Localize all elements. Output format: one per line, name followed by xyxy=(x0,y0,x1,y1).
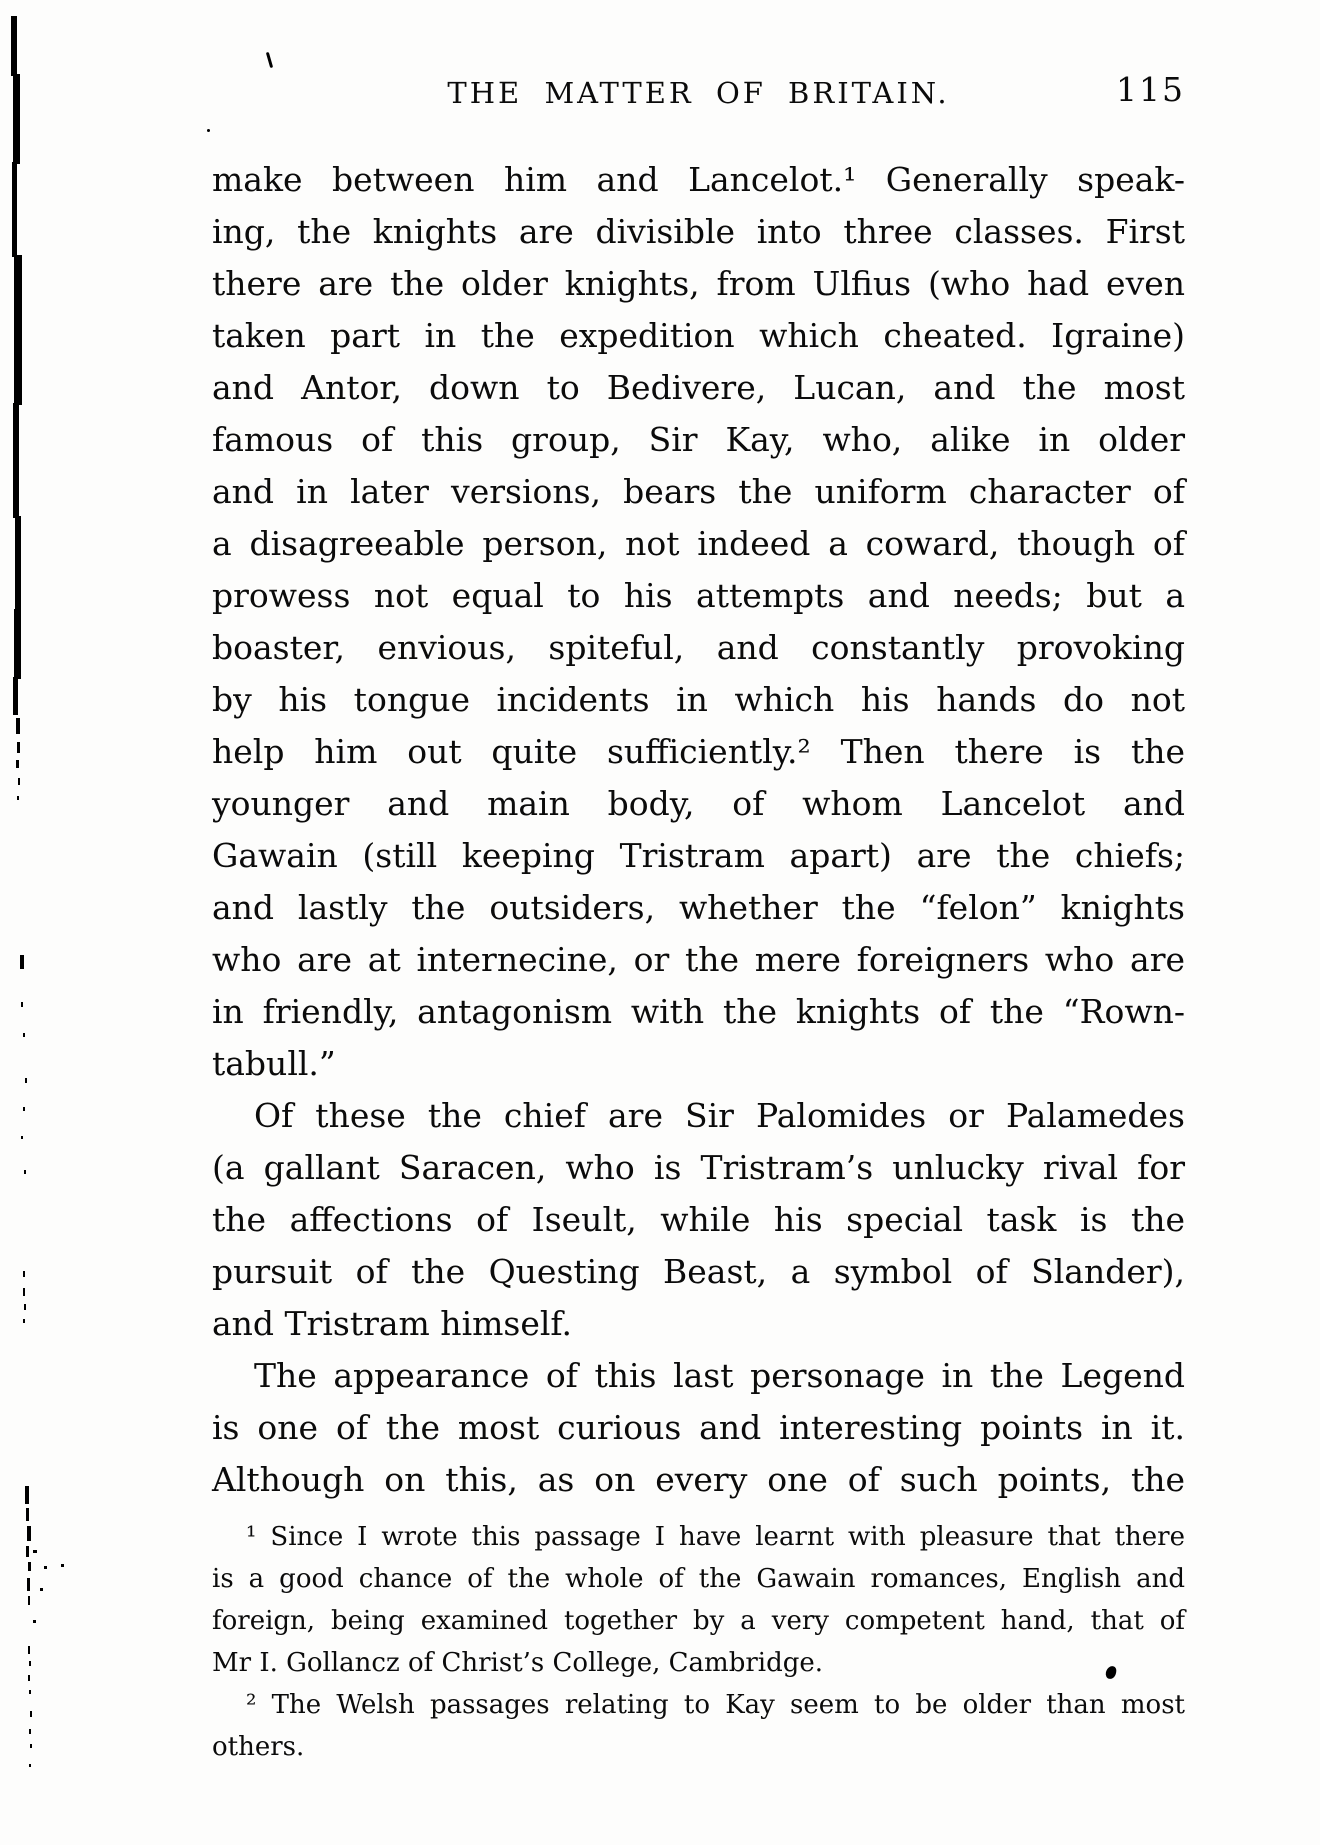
text-line: and in later versions, bears the uniform character of xyxy=(212,472,1185,511)
text-line: famous of this group, Sir Kay, who, alike in older xyxy=(212,420,1185,459)
text-line: who are at internecine, or the mere foreigners who are xyxy=(212,940,1185,979)
text-line: (a gallant Saracen, who is Tristram’s unlucky rival for xyxy=(212,1148,1185,1187)
scan-mark xyxy=(266,52,273,68)
text-line: ² The Welsh passages relating to Kay seem to be older than most xyxy=(246,1690,1185,1720)
text-line: Gawain (still keeping Tristram apart) are the chiefs; xyxy=(212,836,1185,875)
text-line: and Tristram himself. xyxy=(212,1304,572,1343)
text-line: prowess not equal to his attempts and needs; but a xyxy=(212,576,1185,615)
page-number: 115 xyxy=(1116,70,1185,109)
text-line: pursuit of the Questing Beast, a symbol of Slander), xyxy=(212,1252,1185,1291)
text-line: Mr I. Gollancz of Christ’s College, Cambridge. xyxy=(212,1648,824,1678)
text-line: and lastly the outsiders, whether the “felon” knights xyxy=(212,888,1185,927)
text-line: in friendly, antagonism with the knights of the “Rown- xyxy=(212,992,1185,1031)
text-line: a disagreeable person, not indeed a coward, though of xyxy=(212,524,1185,563)
text-line: others. xyxy=(212,1732,305,1762)
stray-dot xyxy=(207,129,210,132)
text-line: Although on this, as on every one of such points, the xyxy=(212,1460,1185,1499)
text-line: taken part in the expedition which cheated. Igraine) xyxy=(212,316,1185,355)
text-line: The appearance of this last personage in the Legend xyxy=(254,1356,1185,1395)
text-line: Of these the chief are Sir Palomides or Palamedes xyxy=(254,1096,1185,1135)
text-line: ¹ Since I wrote this passage I have learnt with pleasure that there xyxy=(246,1522,1185,1552)
text-line: is one of the most curious and interesting points in it. xyxy=(212,1408,1185,1447)
text-line: ing, the knights are divisible into three classes. First xyxy=(212,212,1185,251)
text-line: younger and main body, of whom Lancelot and xyxy=(212,784,1185,823)
text-line: is a good chance of the whole of the Gawain romances, English and xyxy=(212,1564,1185,1594)
text-line: help him out quite sufficiently.² Then there is the xyxy=(212,732,1185,771)
text-line: tabull.” xyxy=(212,1044,336,1083)
body-text xyxy=(212,154,1185,1506)
text-line: boaster, envious, spiteful, and constantly provoking xyxy=(212,628,1185,667)
text-line: the affections of Iseult, while his special task is the xyxy=(212,1200,1185,1239)
footnotes xyxy=(212,1516,1185,1768)
running-header: THE MATTER OF BRITAIN. xyxy=(447,76,950,110)
text-line: make between him and Lancelot.¹ Generally speak- xyxy=(212,160,1185,199)
text-line: foreign, being examined together by a very competent hand, that of xyxy=(212,1606,1185,1636)
text-line: and Antor, down to Bedivere, Lucan, and the most xyxy=(212,368,1185,407)
text-line: there are the older knights, from Ulfius (who had even xyxy=(212,264,1185,303)
text-line: by his tongue incidents in which his hands do not xyxy=(212,680,1185,719)
